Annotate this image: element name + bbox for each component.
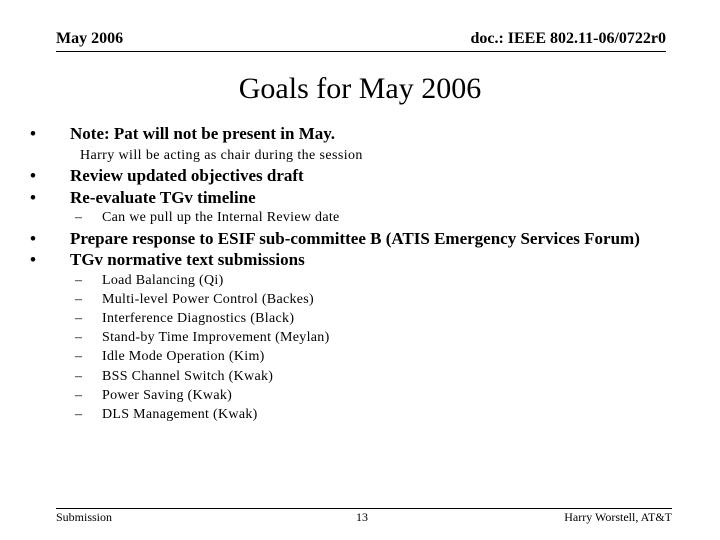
submission-text: Idle Mode Operation (Kim)	[102, 349, 265, 364]
submission-item	[75, 330, 330, 346]
bullet-item	[30, 250, 305, 270]
bullet-marker: •	[30, 124, 36, 143]
sub-bullet-item	[75, 210, 340, 226]
dash-marker: –	[75, 349, 83, 364]
submission-text: Multi-level Power Control (Backes)	[102, 292, 314, 307]
bullet-item	[30, 124, 335, 144]
dash-marker: –	[75, 388, 83, 403]
bullet-item	[30, 166, 304, 186]
submission-text: BSS Channel Switch (Kwak)	[102, 369, 274, 384]
footer-rule	[56, 508, 672, 509]
submission-text: Interference Diagnostics (Black)	[102, 311, 295, 326]
bullet-text: Note: Pat will not be present in May.	[70, 124, 336, 143]
header-rule	[56, 51, 666, 52]
header-doc-id: doc.: IEEE 802.11-06/0722r0	[470, 30, 666, 47]
dash-marker: –	[75, 292, 83, 307]
bullet-text: TGv normative text submissions	[70, 250, 305, 269]
bullet-text: Prepare response to ESIF sub-committee B (ATIS Emergency Services Forum)	[70, 229, 640, 248]
bullet-text: Re-evaluate TGv timeline	[70, 188, 256, 207]
sub-bullet-text: Can we pull up the Internal Review date	[102, 210, 340, 225]
bullet-marker: •	[30, 166, 36, 185]
bullet-text: Review updated objectives draft	[70, 166, 304, 185]
dash-marker: –	[75, 369, 83, 384]
footer-author: Harry Worstell, AT&T	[564, 510, 672, 524]
submission-item	[75, 388, 232, 404]
submission-item	[75, 311, 294, 327]
note-text: Harry will be acting as chair during the session	[80, 148, 363, 163]
footer-page-number: 13	[356, 510, 368, 524]
dash-marker: –	[75, 407, 83, 422]
bullet-item	[30, 229, 640, 249]
submission-text: Power Saving (Kwak)	[102, 388, 233, 403]
header-date: May 2006	[56, 30, 124, 47]
dash-marker: –	[75, 273, 83, 288]
submission-item	[75, 292, 314, 308]
submission-text: Load Balancing (Qi)	[102, 273, 224, 288]
submission-item	[75, 273, 224, 289]
submission-item	[75, 407, 258, 423]
footer-submission-label: Submission	[56, 510, 113, 524]
submission-text: Stand-by Time Improvement (Meylan)	[102, 330, 330, 345]
bullet-marker: •	[30, 250, 36, 269]
dash-marker: –	[75, 210, 83, 225]
submission-item	[75, 349, 265, 365]
dash-marker: –	[75, 330, 83, 345]
submission-text: DLS Management (Kwak)	[102, 407, 258, 422]
bullet-item	[30, 188, 256, 208]
bullet-marker: •	[30, 229, 36, 248]
dash-marker: –	[75, 311, 83, 326]
slide-title: Goals for May 2006	[238, 72, 482, 105]
submission-item	[75, 369, 273, 385]
bullet-marker: •	[30, 188, 36, 207]
